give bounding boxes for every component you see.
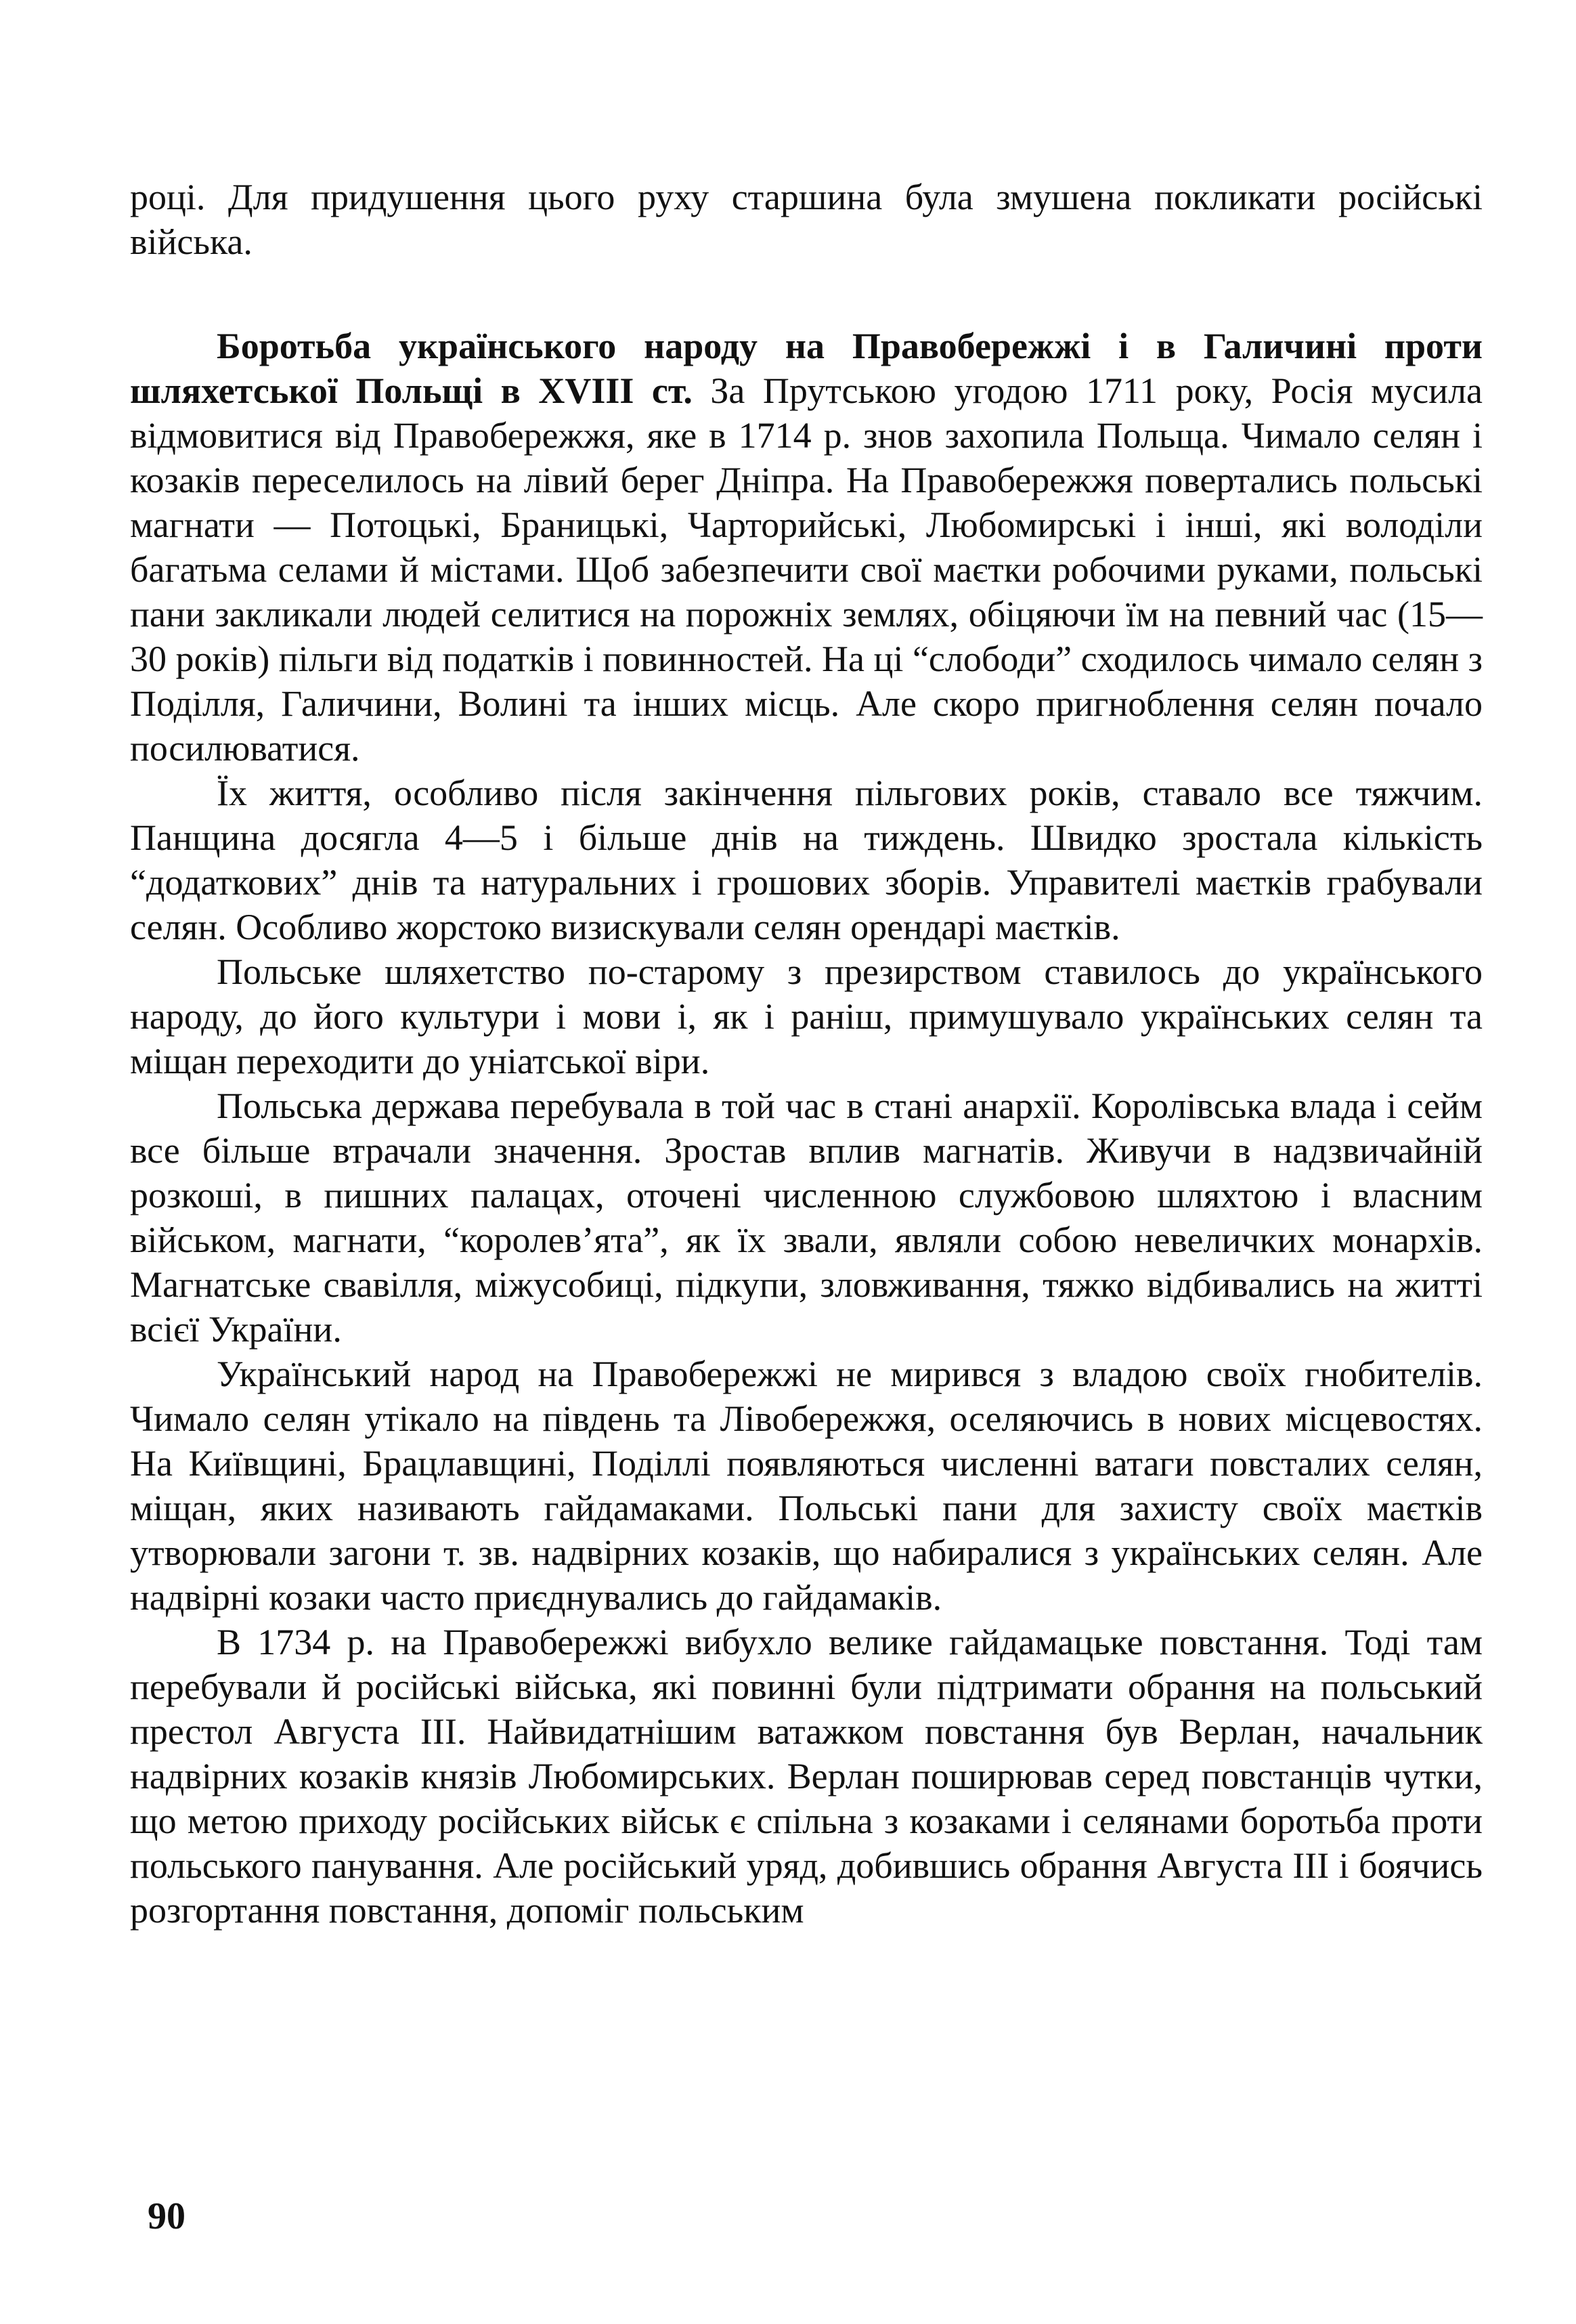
paragraph-peasant-life: Їх життя, особливо після закінчення пільгових років, ставало все тяжчим. Панщина досягла 4—5 і більше днів на тиждень. Швидко зростала кількість “додаткових” днів та натуральних і грошових зборів. Управителі маєтків грабували селян. Особливо жорстоко визискували селян орендарі маєтків.: [130, 773, 1483, 947]
paragraph-haidamaky: Український народ на Правобережжі не мирився з владою своїх гнобителів. Чимало селян утікало на південь та Лівобережжя, оселяючись в нових місцевостях. На Київщині, Брацлавщині, Поділлі появляються численні ватаги повсталих селян, міщан, яких називають гайдамаками. Польські пани для захисту своїх маєтків утворювали загони т. зв. надвірних козаків, що набиралися з українських селян. Але надвірні козаки часто приєднувались до гайдамаків.: [130, 1354, 1483, 1618]
section-paragraph: [130, 324, 1483, 771]
paragraph-polish-state: Польська держава перебувала в той час в стані анархії. Королівська влада і сейм все більше втрачали значення. Зростав вплив магнатів. Живучи в надзвичайній розкоші, в пишних палацах, оточені численною службовою шляхтою і власним військом, магнати, “королев’ята”, як їх звали, являли собою невеличких монархів. Магнатське свавілля, міжусобиці, підкупи, зловживання, тяжко відбивались на житті всієї України.: [130, 1085, 1483, 1350]
section-heading: Боротьба українського народу на Правобережжі і в Галичині проти шляхетської Польщі в XVIII ст.: [130, 326, 1483, 411]
section-intro-text: За Прутською угодою 1711 року, Росія мусила відмовитися від Правобережжя, яке в 1714 р. знов захопила Польща. Чимало селян і козаків переселилось на лівий берег Дніпра. На Правобережжя повертались польські магнати — Потоцькі, Браницькі, Чарторийські, Любомирські і інші, які володіли багатьма селами й містами. Щоб забезпечити свої маєтки робочими руками, польські пани закликали людей селитися на порожніх землях, обіцяючи їм на певний час (15—30 років) пільги від податків і повинностей. На ці “слободи” сходилось чимало селян з Поділля, Галичини, Волині та інших місць. Але скоро пригноблення селян почало посилюватися.: [130, 370, 1483, 769]
page-body-text: [130, 175, 1483, 1933]
page-number: 90: [148, 2195, 185, 2237]
paragraph-polish-gentry: Польське шляхетство по-старому з презирством ставилось до українського народу, до його культури і мови і, як і раніш, примушувало українських селян та міщан переходити до уніатської віри.: [130, 951, 1483, 1081]
paragraph-uprising-1734: В 1734 р. на Правобережжі вибухло велике гайдамацьке повстання. Тоді там перебували й російські війська, які повинні були підтримати обрання на польський престол Августа III. Найвидатнішим ватажком повстання був Верлан, начальник надвірних козаків князів Любомирських. Верлан поширював серед повстанців чутки, що метою приходу російських військ є спільна з козаками і селянами боротьба проти польського панування. Але російський уряд, добившись обрання Августа III і боячись розгортання повстання, допоміг польським: [130, 1622, 1483, 1931]
paragraph-continuation: році. Для придушення цього руху старшина була змушена покликати російські війська.: [130, 177, 1483, 262]
